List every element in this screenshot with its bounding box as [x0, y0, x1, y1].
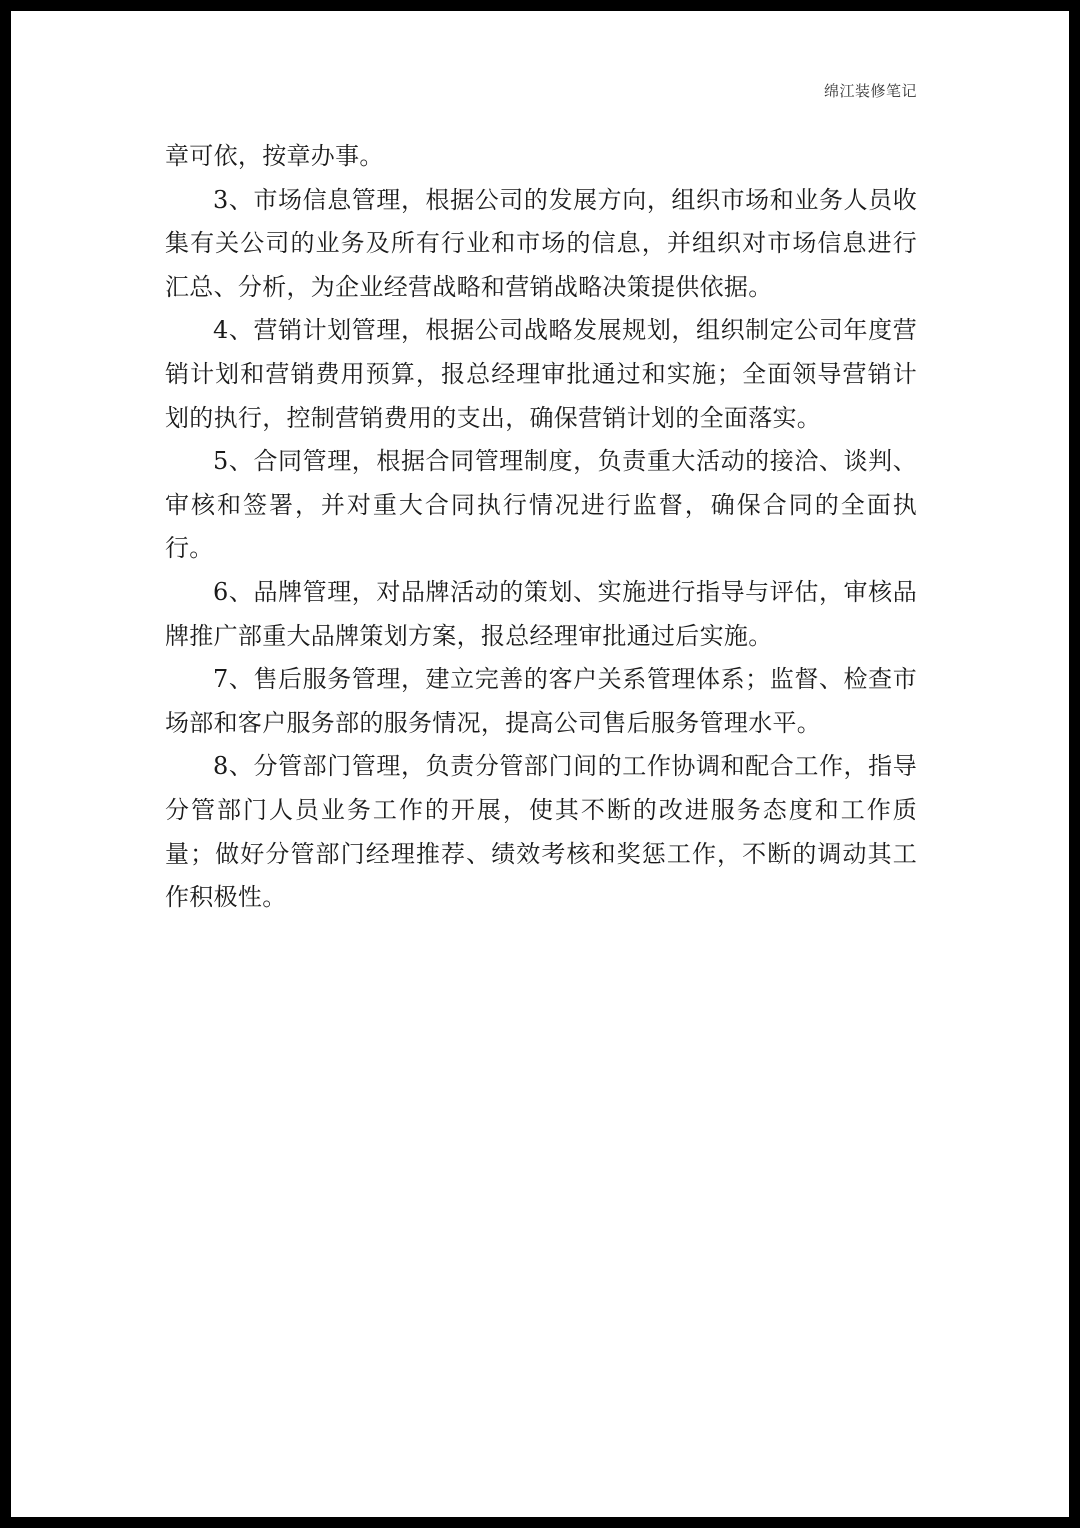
paragraph-marketing-plan: 4、营销计划管理，根据公司战略发展规划，组织制定公司年度营销计划和营销费用预算，报总经理审批通过和实施；全面领导营销计划的执行，控制营销费用的支出，确保营销计划的全面落实。 — [165, 316, 917, 432]
paragraph-continuation: 章可依，按章办事。 — [165, 142, 384, 170]
paragraph-after-sales: 7、售后服务管理，建立完善的客户关系管理体系；监督、检查市场部和客户服务部的服务情况，提高公司售后服务管理水平。 — [165, 665, 917, 737]
document-page — [11, 11, 1069, 1517]
paragraph-department: 8、分管部门管理，负责分管部门间的工作协调和配合工作，指导分管部门人员业务工作的开展，使其不断的改进服务态度和工作质量；做好分管部门经理推荐、绩效考核和奖惩工作，不断的调动其工作积极性。 — [165, 752, 917, 912]
page-header: 绵江装修笔记 — [823, 82, 917, 100]
paragraph-brand: 6、品牌管理，对品牌活动的策划、实施进行指导与评估，审核品牌推广部重大品牌策划方案，报总经理审批通过后实施。 — [165, 577, 917, 650]
document-body — [165, 135, 917, 920]
paragraph-contract: 5、合同管理，根据合同管理制度，负责重大活动的接洽、谈判、审核和签署，并对重大合同执行情况进行监督，确保合同的全面执行。 — [165, 447, 917, 563]
paragraph-market-info: 3、市场信息管理，根据公司的发展方向，组织市场和业务人员收集有关公司的业务及所有行业和市场的信息，并组织对市场信息进行汇总、分析，为企业经营战略和营销战略决策提供依据。 — [165, 185, 917, 301]
